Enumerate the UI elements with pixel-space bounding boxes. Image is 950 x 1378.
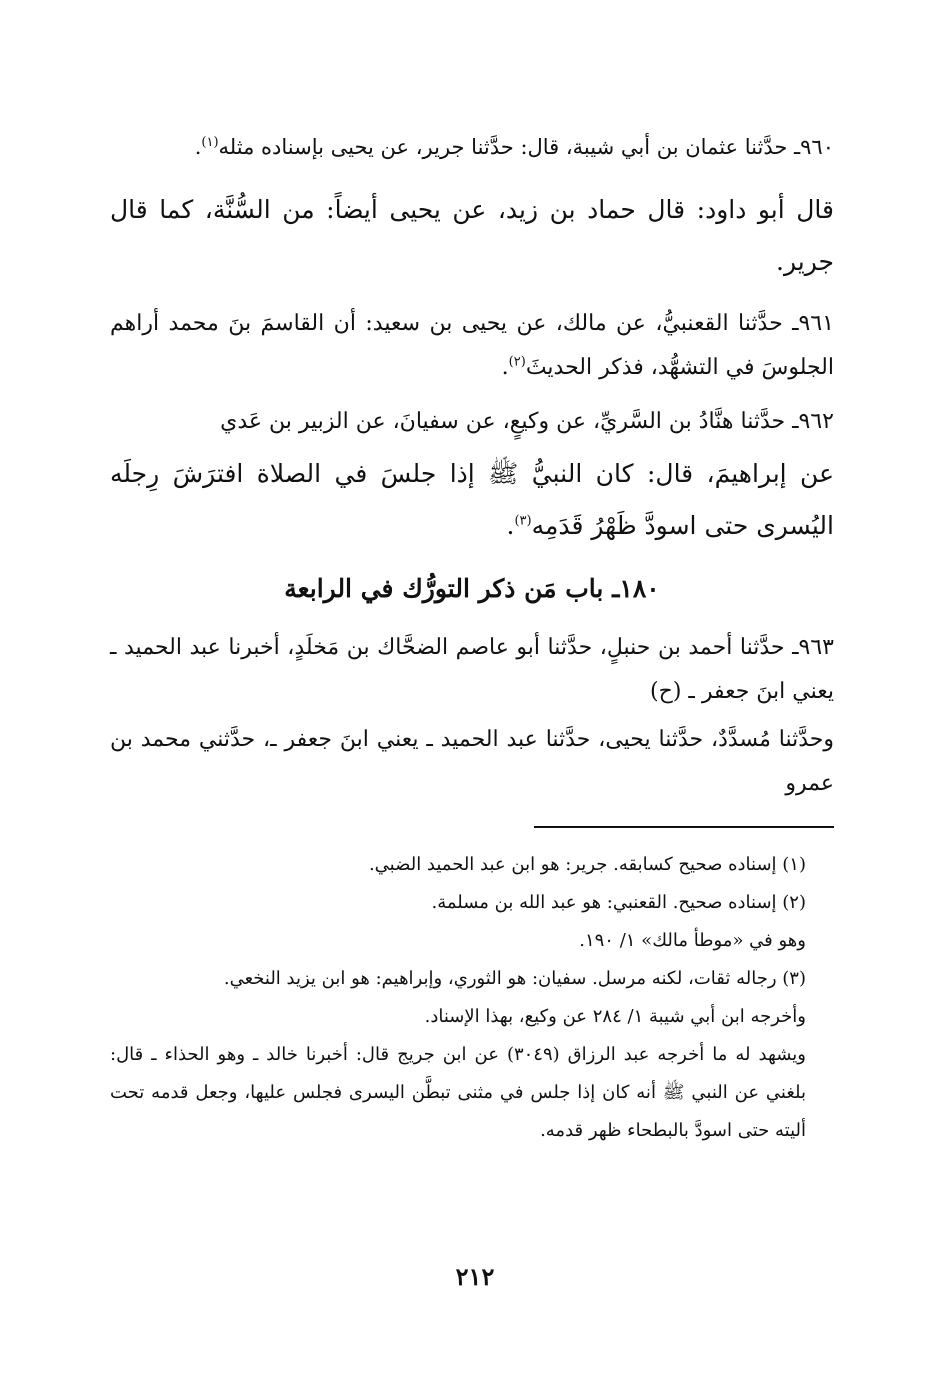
footnote-2-continued: وهو في «موطأ مالك» ١/ ١٩٠. [579,930,806,951]
hadith-961-text: ٩٦١ـ حدَّثنا القعنبيُّ، عن مالك، عن يحيى بن سعيد: أن القاسمَ بنَ محمد أراهم الجلوسَ في التشهُّد، فذكر الحديثَ [110,311,834,380]
hadith-962-chain: ٩٦٢ـ حدَّثنا هنَّادُ بن السَّريِّ، عن وكيعٍ، عن سفيانَ، عن الزبير بن عَدي [220,409,834,434]
footnote-ref-3[interactable]: (٣) [514,513,532,529]
chapter-heading: ١٨٠ـ باب مَن ذكر التورُّك في الرابعة [284,574,660,603]
hadith-961 [110,302,834,390]
footnote-ref-2[interactable]: (٢) [508,354,526,370]
hadith-960 [110,128,834,166]
footnote-separator [534,826,834,828]
footnotes [110,846,834,1150]
abu-dawud-comment: قال أبو داود: قال حماد بن زيد، عن يحيى أيضاً: من السُّنَّة، كما قال جرير. [110,195,834,276]
footnote-3-continued: وأخرجه ابن أبي شيبة ١/ ٢٨٤ عن وكيع، بهذا الإسناد. [424,1006,806,1027]
footnote-ref-1[interactable]: (١) [201,135,219,150]
hadith-960-text: ٩٦٠ـ حدَّثنا عثمان بن أبي شيبة، قال: حدَّثنا جرير، عن يحيى بإسناده مثله [218,135,834,159]
hadith-962-end: . [506,511,515,540]
footnote-3: (٣) رجاله ثقات، لكنه مرسل. سفيان: هو الثوري، وإبراهيم: هو ابن يزيد النخعي. [223,968,806,989]
hadith-962-matn [110,448,834,552]
footnote-1: (١) إسناده صحيح كسابقه. جرير: هو ابن عبد الحميد الضبي. [368,854,806,875]
footnote-3-witness: ويشهد له ما أخرجه عبد الرزاق (٣٠٤٩) عن ابن جريج قال: أخبرنا خالد ـ وهو الحذاء ـ قال: بلغني عن النبي ﷺ أنه كان إذا جلس في مثنى تبطَّن اليسرى فجلس عليها، وجعل قدمه تحت أليته حتى اسودَّ بالبطحاء ظهر قدمه. [110,1044,806,1141]
page-number: ٢١٢ [455,1262,495,1291]
hadith-960-end: . [194,135,202,159]
footnote-2: (٢) إسناده صحيح. القعنبي: هو عبد الله بن مسلمة. [431,892,806,913]
document-page [110,128,834,1150]
hadith-963-second-chain: وحدَّثنا مُسدَّدٌ، حدَّثنا يحيى، حدَّثنا عبد الحميد ـ يعني ابنَ جعفر ـ، حدَّثني محمد بن عمرو [110,727,834,796]
hadith-962-text: عن إبراهيمَ، قال: كان النبيُّ ﷺ إذا جلسَ في الصلاة افترَشَ رِجلَه اليُسرى حتى اسودَّ ظَهْرُ قَدَمِه [110,459,834,540]
hadith-961-end: . [501,355,509,380]
hadith-963: ٩٦٣ـ حدَّثنا أحمد بن حنبلٍ، حدَّثنا أبو عاصم الضحَّاك بن مَخلَدٍ، أخبرنا عبد الحميد ـ يعني ابنَ جعفر ـ (ح) [110,635,834,704]
